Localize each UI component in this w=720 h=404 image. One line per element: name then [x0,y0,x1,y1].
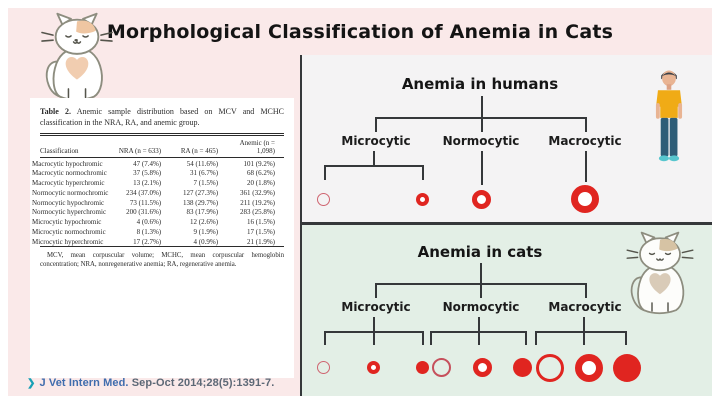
cats-panel [300,225,712,396]
table-row [40,217,284,227]
col-header-classification: Classification [40,137,111,158]
cell-value: 13 (2.1%) [133,179,162,188]
rbc-medium-donut-icon [473,358,492,377]
rbc-small-filled-icon [416,361,429,374]
cell-value: 9 (1.9%) [193,227,219,236]
tree-line [480,283,482,298]
cell-classification: Normocytic hyperchromic [32,208,107,217]
col-header-ra: RA (n = 465) [170,137,227,158]
cell-value: 16 (1.5%) [247,218,275,227]
table-row [40,236,284,246]
cell-value: 101 (9.2%) [243,159,275,168]
cats-microcytic-cells [317,361,429,374]
tree-line [583,317,585,331]
tree-line [324,165,422,167]
man-illustration [646,63,692,169]
slide [8,8,712,396]
tree-line [535,331,537,345]
rbc-large-hollow-icon [536,354,564,382]
rbc-small-donut-icon [416,193,429,206]
cell-value: 68 (6.2%) [247,169,275,178]
rbc-medium-filled-icon [513,358,532,377]
tree-line [583,331,585,345]
cell-classification: Normocytic normochromic [32,188,109,197]
tree-line [478,331,480,345]
cell-value: 21 (1.9%) [247,237,275,246]
cell-value: 8 (1.3%) [136,227,162,236]
tree-line [625,331,627,345]
humans-microcytic-cells [317,193,429,206]
tree-line [324,165,326,180]
table-row [40,197,284,207]
rbc-medium-hollow-icon [432,358,451,377]
table-caption-text: Anemic sample distribution based on MCV and MCHC classification in the NRA, RA, and anemic group. [40,107,285,127]
tree-line [480,263,482,283]
cell-value: 7 (1.5%) [193,179,219,188]
tree-line [481,96,483,117]
cell-value: 54 (11.6%) [186,159,219,168]
humans-panel [300,55,712,225]
cell-value: 83 (17.9%) [186,208,219,217]
rbc-large-donut-icon [575,354,603,382]
table-row [40,207,284,217]
tree-line [373,331,375,345]
cats-macrocytic-cells [536,354,641,382]
cell-value: 47 (7.4%) [133,159,162,168]
cell-value: 37 (5.8%) [133,169,162,178]
cell-value: 127 (27.3%) [183,188,219,197]
tree-line [585,117,587,132]
tree-line [481,151,483,185]
table-top-rule [40,133,284,136]
cell-value: 283 (25.8%) [240,208,275,217]
cell-value: 361 (32.9%) [240,188,275,197]
table-row [40,187,284,197]
cell-value: 17 (1.5%) [247,227,275,236]
tree-line [478,317,480,331]
cell-classification: Microcytic normochromic [32,227,106,236]
table-row [40,168,284,178]
tree-line [525,331,527,345]
tree-line [422,165,424,180]
humans-macrocytic-cells [565,185,605,213]
cell-classification: Macrocytic hypochromic [32,159,103,168]
table-caption [40,107,284,129]
citation-reference: Sep-Oct 2014;28(5):1391-7. [128,377,275,389]
branch-label-normocytic: Normocytic [442,134,520,148]
branch-label-microcytic: Microcytic [341,300,411,314]
rbc-medium-donut-icon [472,190,491,209]
cell-value: 4 (0.6%) [136,218,162,227]
col-header-anemic: Anemic (n = 1,098) [227,137,284,158]
branch-label-macrocytic: Macrocytic [548,300,622,314]
rbc-large-filled-icon [613,354,641,382]
table-card [30,98,294,378]
table-caption-label: Table 2. [40,107,71,116]
cell-classification: Macrocytic hyperchromic [32,179,105,188]
citation-journal: J Vet Intern Med. [39,377,129,389]
cell-classification: Normocytic hypochromic [32,198,105,207]
cell-value: 138 (29.7%) [183,198,219,207]
tree-line [375,117,377,132]
cell-value: 31 (6.7%) [190,169,219,178]
col-header-nra: NRA (n = 633) [111,137,170,158]
table-footnote: MCV, mean corpuscular volume; MCHC, mean corpuscular hemoglobin concentration; NRA, nonregenerative anemia; RA, regenerative anemia. [40,251,284,269]
cell-value: 73 (11.5%) [129,198,162,207]
cell-value: 211 (19.2%) [240,198,275,207]
anemia-table [32,137,284,247]
branch-label-macrocytic: Macrocytic [548,134,622,148]
cats-normocytic-cells [432,358,532,377]
tree-line [481,117,483,132]
rbc-large-donut-icon [571,185,599,213]
tree-line [373,151,375,165]
cell-classification: Microcytic hyperchromic [32,237,104,246]
cell-value: 234 (37.0%) [126,188,162,197]
slide-title: Morphological Classification of Anemia in Cats [106,21,614,43]
citation [27,377,274,389]
rbc-small-hollow-icon [317,361,330,374]
tree-line [430,331,432,345]
tree-line [535,331,627,333]
cell-classification: Microcytic hypochromic [32,218,102,227]
tree-line [373,317,375,331]
table-header [40,137,284,158]
cell-value: 4 (0.9%) [193,237,219,246]
cell-value: 12 (2.6%) [190,218,219,227]
tree-line [324,331,326,345]
branch-label-microcytic: Microcytic [341,134,411,148]
rbc-small-donut-icon [367,361,380,374]
tree-line [422,331,424,345]
cats-panel-title: Anemia in cats [417,243,543,261]
branch-label-normocytic: Normocytic [442,300,520,314]
rbc-small-hollow-icon [317,193,330,206]
cat-illustration-small [620,231,700,319]
citation-arrow-icon: ❯ [27,378,36,389]
cell-value: 20 (1.8%) [247,179,275,188]
table-row [40,158,284,168]
table-row [40,226,284,236]
cell-value: 200 (31.6%) [126,208,162,217]
tree-line [585,283,587,298]
cat-illustration [34,12,120,106]
cell-classification: Macrocytic normochromic [32,169,107,178]
table-row [40,178,284,188]
anemia-table-body [32,158,284,247]
humans-panel-title: Anemia in humans [401,75,559,93]
humans-normocytic-cells [461,190,501,209]
tree-line [375,283,377,298]
cell-value: 17 (2.7%) [133,237,162,246]
tree-line [585,151,587,182]
